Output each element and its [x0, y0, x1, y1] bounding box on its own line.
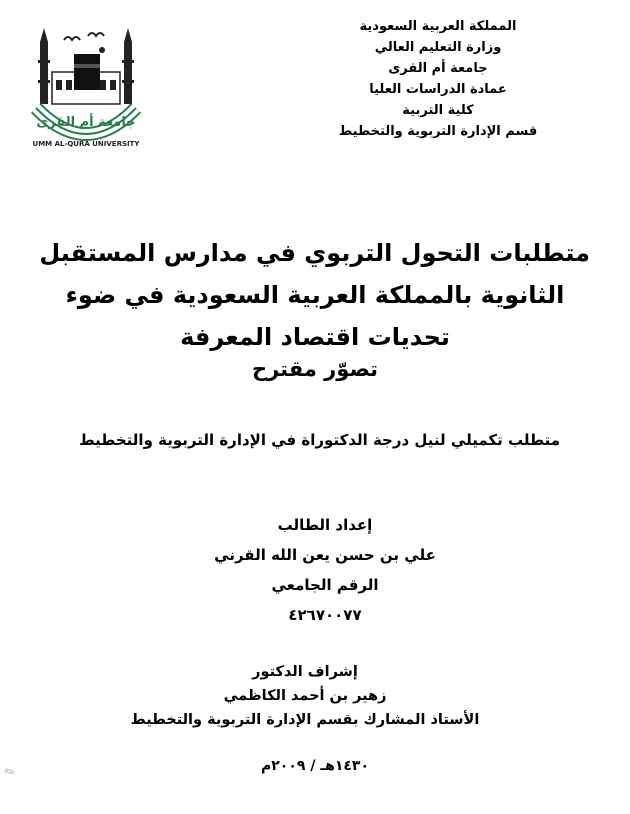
- student-label: إعداد الطالب: [277, 516, 373, 534]
- header-line-country: المملكة العربية السعودية: [359, 19, 517, 34]
- header-line-department: قسم الإدارة التربوية والتخطيط: [338, 124, 538, 139]
- logo-arabic-name: جامعة أم القرى: [36, 115, 136, 130]
- institution-header: [338, 16, 538, 142]
- university-logo-icon: [30, 20, 142, 152]
- supervisor-title: الأستاذ المشارك بقسم الإدارة التربوية والتخطيط: [130, 712, 480, 728]
- logo-english-text: UMM AL-QURA UNIVERSITY: [32, 140, 140, 148]
- header-line-university: جامعة أم القرى: [388, 61, 488, 76]
- watermark-icon: ✎: [1, 763, 19, 782]
- student-id-value: ٤٢٦٧٠٠٧٧: [288, 606, 362, 624]
- thesis-title: [40, 232, 590, 384]
- submission-date: ١٤٣٠هـ / ٢٠٠٩م: [261, 758, 369, 774]
- student-id-label: الرقم الجامعي: [271, 576, 379, 594]
- degree-requirement: متطلب تكميلي لنيل درجة الدكتوراة في الإدارة التربوية والتخطيط: [79, 431, 560, 449]
- title-subtitle: تصوّر مقترح: [251, 357, 379, 381]
- title-line-1: متطلبات التحول التربوي في مدارس المستقبل: [39, 239, 590, 267]
- header-line-college: كلية التربية: [402, 103, 474, 118]
- header-line-deanship: عمادة الدراسات العليا: [369, 82, 507, 97]
- student-block: [160, 510, 490, 630]
- title-line-3: تحديات اقتصاد المعرفة: [180, 323, 450, 351]
- title-line-2: الثانوية بالمملكة العربية السعودية في ضوء: [65, 281, 565, 309]
- supervisor-block: [130, 660, 480, 732]
- student-name: علي بن حسن يعن الله القرني: [214, 546, 436, 564]
- header-line-ministry: وزارة التعليم العالي: [374, 40, 502, 55]
- supervisor-label: إشراف الدكتور: [252, 664, 358, 680]
- supervisor-name: زهير بن أحمد الكاظمي: [223, 688, 387, 704]
